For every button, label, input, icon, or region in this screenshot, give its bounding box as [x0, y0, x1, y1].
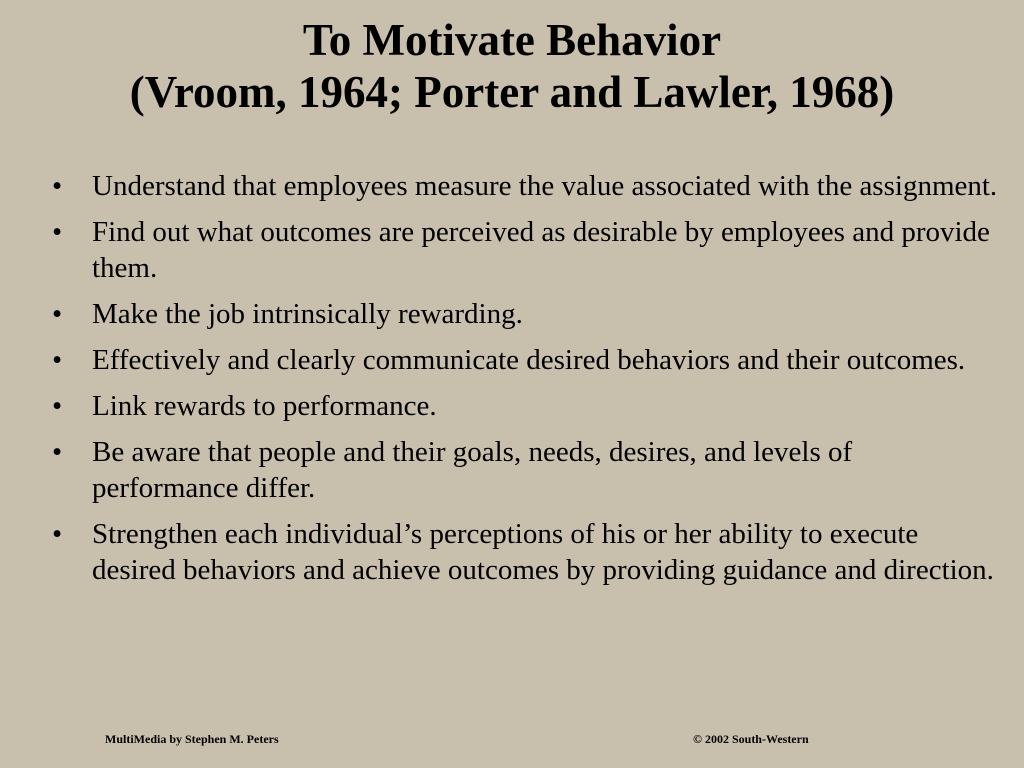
- bullet-item-5: [52, 388, 1002, 424]
- bullet-marker: •: [52, 170, 63, 202]
- bullet-item-7: [52, 516, 1002, 588]
- bullet-item-1: [52, 168, 1002, 204]
- slide-title: [0, 14, 1024, 118]
- bullet-text: Link rewards to performance.: [92, 390, 437, 422]
- bullet-item-4: [52, 342, 1002, 378]
- bullet-marker: •: [52, 390, 63, 422]
- footer-credit: MultiMedia by Stephen M. Peters: [105, 732, 279, 746]
- bullet-marker: •: [52, 216, 63, 248]
- bullet-item-6: [52, 434, 1002, 506]
- bullet-marker: •: [52, 344, 63, 376]
- bullet-list: [52, 168, 1002, 598]
- slide-title-line-1: To Motivate Behavior: [302, 15, 722, 65]
- bullet-text: Understand that employees measure the value associated with the assignment.: [92, 170, 998, 202]
- bullet-text: Be aware that people and their goals, needs, desires, and levels of performance differ.: [92, 436, 853, 504]
- slide-title-line-2: (Vroom, 1964; Porter and Lawler, 1968): [129, 67, 895, 117]
- bullet-text: Make the job intrinsically rewarding.: [92, 298, 523, 330]
- bullet-text: Effectively and clearly communicate desired behaviors and their outcomes.: [92, 344, 966, 376]
- bullet-text: Strengthen each individual’s perceptions of his or her ability to execute desired behaviors and achieve outcomes by providing guidance and direction.: [92, 518, 994, 586]
- footer-copyright: © 2002 South-Western: [693, 732, 809, 746]
- bullet-item-3: [52, 296, 1002, 332]
- bullet-text: Find out what outcomes are perceived as desirable by employees and provide them.: [92, 216, 990, 284]
- bullet-item-2: [52, 214, 1002, 286]
- bullet-marker: •: [52, 436, 63, 468]
- bullet-marker: •: [52, 518, 63, 550]
- bullet-marker: •: [52, 298, 63, 330]
